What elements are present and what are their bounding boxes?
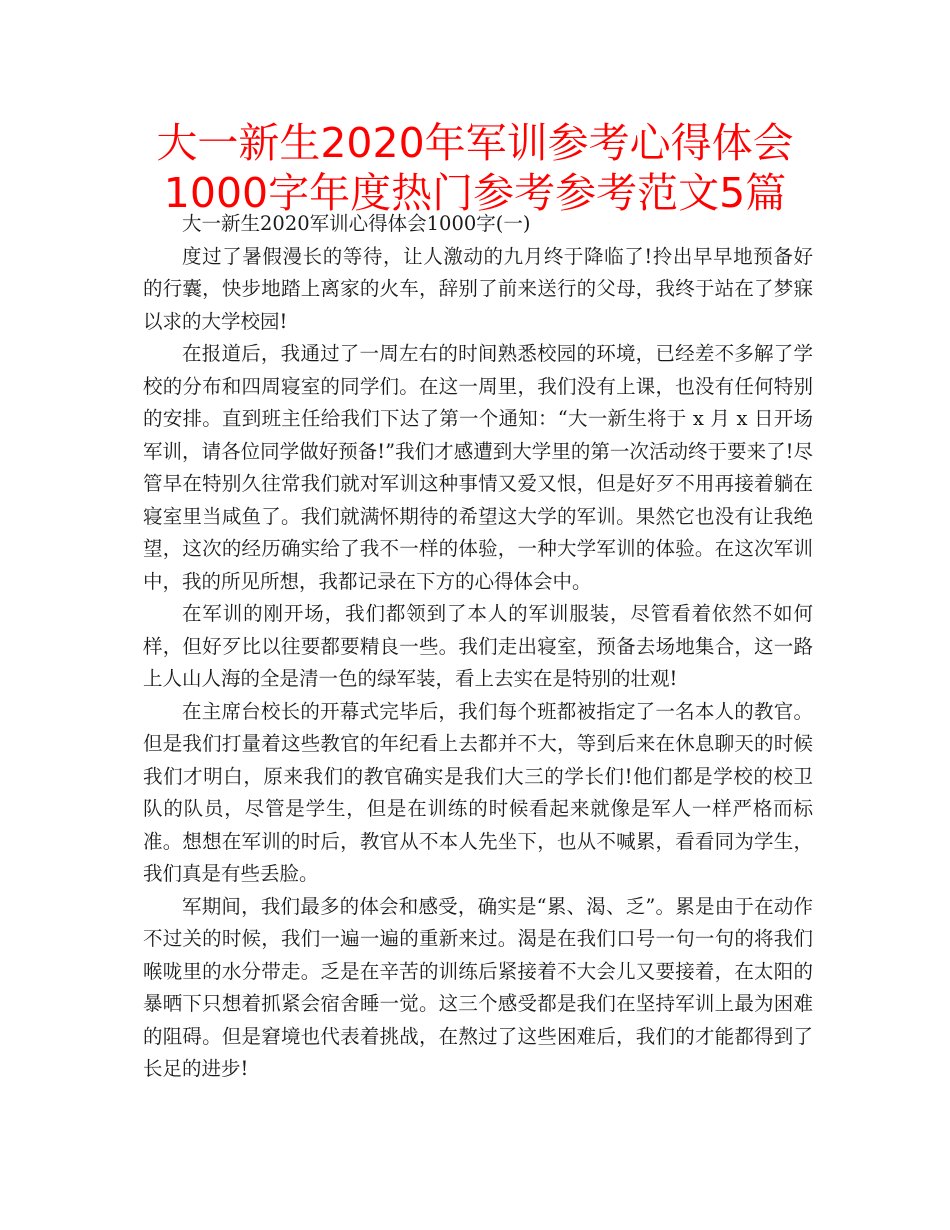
paragraph-3: 在军训的刚开场，我们都领到了本人的军训服装，尽管看着依然不如何样，但好歹比以往要都要精良一些。我们走出寝室，预备去场地集合，这一路上人山人海的全是清一色的绿军装，看上去实在是特别的壮观!	[143, 602, 813, 690]
section-subtitle: 大一新生2020军训心得体会1000字(一)	[182, 212, 531, 235]
document-title: 大一新生2020年军训参考心得体会1000字年度热门参考参考范文5篇	[156, 119, 794, 217]
paragraph-4: 在主席台校长的开幕式完毕后，我们每个班都被指定了一名本人的教官。但是我们打量着这些教官的年纪看上去都并不大，等到后来在休息聊天的时候我们才明白，原来我们的教官确实是我们大三的学长们!他们都是学校的校卫队的队员，尽管是学生，但是在训练的时候看起来就像是军人一样严格而标准。想想在军训的时后，教官从不本人先坐下，也从不喊累，看看同为学生，我们真是有些丢脸。	[143, 699, 813, 885]
paragraph-5: 军期间，我们最多的体会和感受，确实是“累、渴、乏”。累是由于在动作不过关的时候，我们一遍一遍的重新来过。渴是在我们口号一句一句的将我们喉咙里的水分带走。乏是在辛苦的训练后紧接着不大会儿又要接着，在太阳的暴晒下只想着抓紧会宿舍睡一觉。这三个感受都是我们在坚持军训上最为困难的阻碍。但是窘境也代表着挑战，在熬过了这些困难后，我们的才能都得到了长足的进步!	[143, 894, 813, 1080]
paragraph-2: 在报道后，我通过了一周左右的时间熟悉校园的环境，已经差不多解了学校的分布和四周寝室的同学们。在这一周里，我们没有上课，也没有任何特别的安排。直到班主任给我们下达了第一个通知：“大一新生将于 x 月 x 日开场军训，请各位同学做好预备!”我们才感遭到大学里的第一次活动终于要来了!尽管早在特别久往常我们就对军训这种事情又爱又恨，但是好歹不用再接着躺在寝室里当咸鱼了。我们就满怀期待的希望这大学的军训。果然它也没有让我绝望，这次的经历确实给了我不一样的体验，一种大学军训的体验。在这次军训中，我的所见所想，我都记录在下方的心得体会中。	[143, 342, 813, 593]
paragraph-1: 度过了暑假漫长的等待，让人激动的九月终于降临了!拎出早早地预备好的行囊，快步地踏上离家的火车，辞别了前来送行的父母，我终于站在了梦寐以求的大学校园!	[143, 244, 813, 333]
document-body	[143, 208, 813, 1086]
